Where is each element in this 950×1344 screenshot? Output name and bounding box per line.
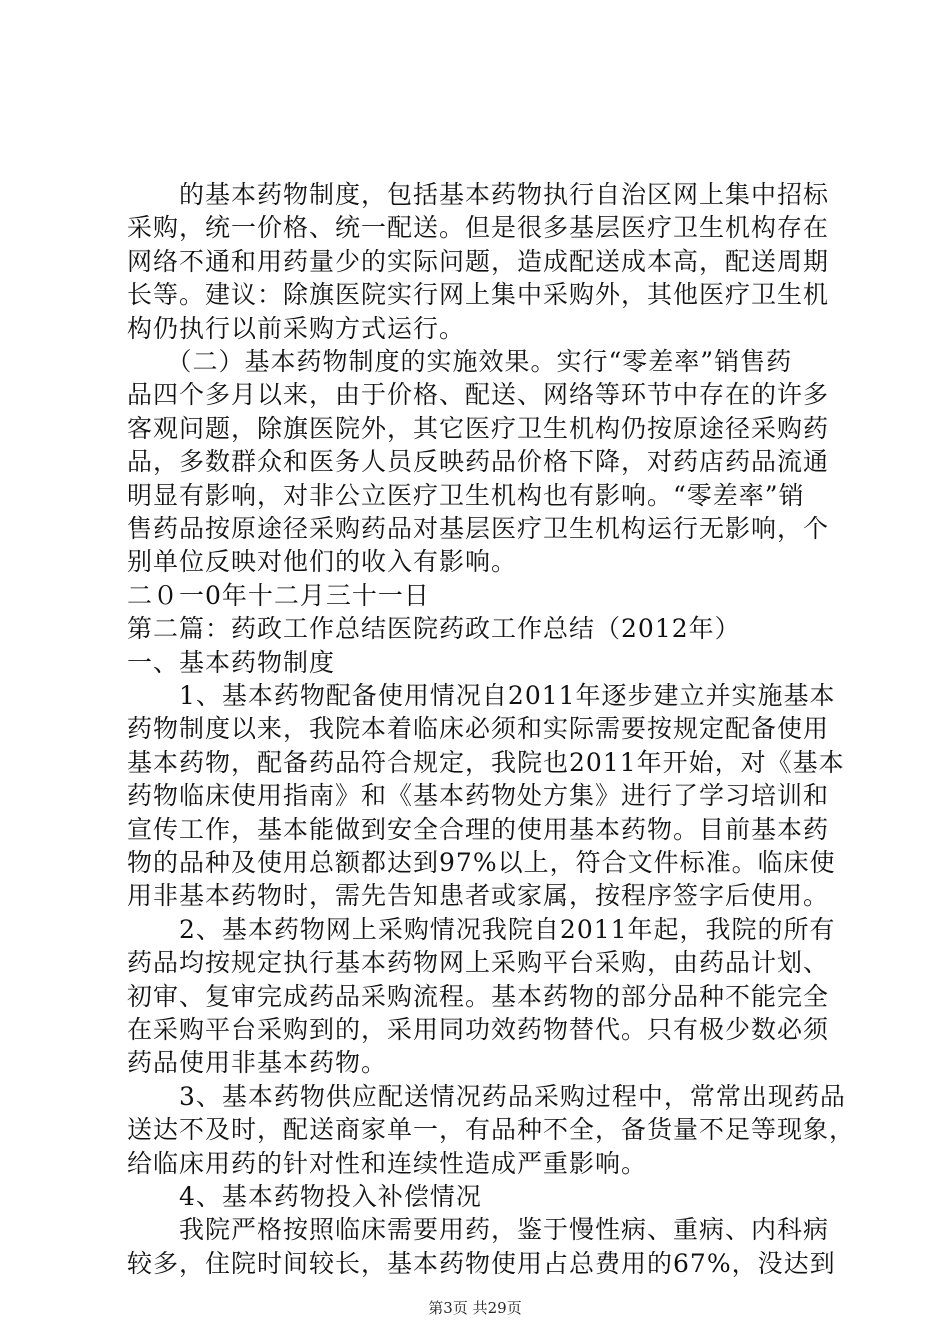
text-line: 售药品按原途径采购药品对基层医疗卫生机构运行无影响，个 (127, 514, 830, 543)
text-line: 1、基本药物配备使用情况自2011年逐步建立并实施基本 (127, 681, 836, 710)
text-line: 二０一0年十二月三十一日 (127, 580, 430, 610)
text-line: 客观问题，除旗医院外，其它医疗卫生机构仍按原途径采购药 (127, 413, 830, 443)
text-line: 长等。建议：除旗医院实行网上集中采购外，其他医疗卫生机 (127, 280, 830, 310)
text-line: 一、基本药物制度 (127, 647, 336, 677)
text-line: 构仍执行以前采购方式运行。 (127, 313, 466, 343)
text-line: 在采购平台采购到的，采用同功效药物替代。只有极少数必须 (127, 1015, 830, 1044)
text-line: 2、基本药物网上采购情况我院自2011年起，我院的所有 (127, 914, 836, 944)
text-line: 明显有影响，对非公立医疗卫生机构也有影响。“零差率”销 (127, 480, 805, 510)
page-footer: 第3页 共29页 (428, 1299, 522, 1317)
text-line: 用非基本药物时，需先告知患者或家属，按程序签字后使用。 (127, 881, 830, 911)
text-line: 采购，统一价格、统一配送。但是很多基层医疗卫生机构存在 (127, 213, 830, 243)
text-line: 药物临床使用指南》和《基本药物处方集》进行了学习培训和 (127, 781, 830, 811)
text-line: 4、基本药物投入补偿情况 (127, 1182, 482, 1211)
text-line: 送达不及时，配送商家单一，有品种不全，备货量不足等现象， (127, 1115, 856, 1145)
text-line: 初审、复审完成药品采购流程。基本药物的部分品种不能完全 (127, 981, 830, 1011)
text-line: 别单位反映对他们的收入有影响。 (127, 547, 518, 577)
text-line: 药物制度以来，我院本着临床必须和实际需要按规定配备使用 (127, 714, 830, 744)
text-line: 基本药物，配备药品符合规定，我院也2011年开始，对《基本 (127, 747, 845, 777)
text-line: 物的品种及使用总额都达到97%以上，符合文件标准。临床使 (127, 848, 836, 877)
text-line: 给临床用药的针对性和连续性造成严重影响。 (127, 1148, 648, 1178)
text-line: 宣传工作，基本能做到安全合理的使用基本药物。目前基本药 (127, 814, 830, 844)
text-line: 3、基本药物供应配送情况药品采购过程中，常常出现药品 (127, 1081, 846, 1111)
text-line: 我院严格按照临床需要用药，鉴于慢性病、重病、内科病 (127, 1215, 830, 1245)
text-line: 药品使用非基本药物。 (127, 1048, 388, 1078)
text-line: 网络不通和用药量少的实际问题，造成配送成本高，配送周期 (127, 246, 830, 276)
text-line: 较多，住院时间较长，基本药物使用占总费用的67%，没达到 (127, 1248, 836, 1278)
text-line: 的基本药物制度，包括基本药物执行自治区网上集中招标 (127, 180, 830, 209)
text-line: （二）基本药物制度的实施效果。实行“零差率”销售药 (127, 347, 793, 376)
text-line: 品四个多月以来，由于价格、配送、网络等环节中存在的许多 (127, 380, 830, 410)
text-line: 药品均按规定执行基本药物网上采购平台采购，由药品计划、 (127, 948, 830, 978)
text-line: 品，多数群众和医务人员反映药品价格下降，对药店药品流通 (127, 447, 830, 477)
text-line: 第二篇：药政工作总结医院药政工作总结（2012年） (127, 614, 741, 644)
